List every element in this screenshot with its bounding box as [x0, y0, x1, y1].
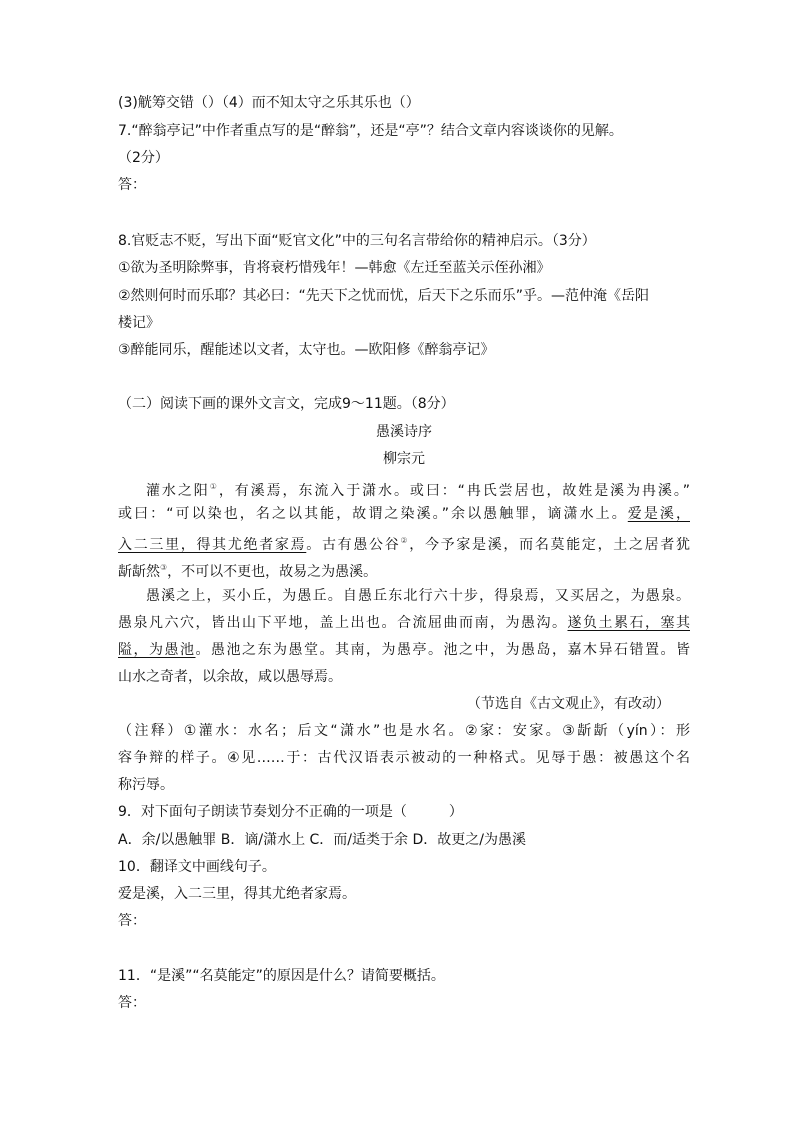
passage-title: 愚溪诗序 — [376, 424, 432, 440]
underlined-sentence: 入二三里，得其尤绝者家焉 — [118, 537, 307, 553]
q9-options: A．余/以愚触罪 B．谪/潇水上 C．而/适类于余 D．故更之/为愚溪 — [118, 832, 526, 848]
text: 。愚池之东为愚堂。其南，为愚亭。池之中，为愚岛，嘉木异石错置。皆 — [195, 642, 690, 658]
q7-score: （2分） — [118, 150, 169, 166]
q8-quote-2: ②然则何时而乐耶？其必曰：“先天下之忧而忧，后天下之乐而乐”乎。—范仲淹《岳阳 — [118, 288, 650, 304]
q9-prompt: 9．对下面句子朗读节奏划分不正确的一项是（ ） — [118, 804, 463, 820]
q7-answer-label: 答： — [118, 177, 146, 193]
footnote-ref: ② — [400, 536, 410, 545]
passage-p2-line4: 山水之奇者，以余故，咸以愚辱焉。 — [118, 669, 342, 685]
q10-answer-label: 答： — [118, 913, 146, 929]
q11-answer-label: 答： — [118, 995, 146, 1011]
q10-sentence: 爱是溪，入二三里，得其尤绝者家焉。 — [118, 886, 356, 902]
passage-source: （节选自《古文观止》，有改动） — [467, 696, 670, 712]
passage-p2-line3 — [118, 641, 690, 659]
passage-p1-line2 — [118, 505, 690, 523]
text: 灌水之阳 — [146, 483, 210, 499]
underlined-sentence: 遂负土累石，塞其 — [567, 615, 690, 631]
footnote-ref: ③ — [160, 563, 168, 572]
passage-author: 柳宗元 — [383, 451, 425, 467]
q8-quote-3: ③醉能同乐，醒能述以文者，太守也。—欧阳修《醉翁亭记》 — [118, 342, 495, 358]
passage-p1-line4 — [118, 559, 377, 581]
text: ，有溪焉，东流入于潇水。或曰：“冉氏尝居也，故姓是溪为冉溪。” — [218, 483, 691, 499]
q8-prompt: 8.官贬志不贬，写出下面“贬官文化”中的三句名言带给你的精神启示。（3分） — [118, 233, 596, 249]
notes-line3: 称污辱。 — [118, 777, 174, 793]
section-intro: （二）阅读下画的课外文言文，完成9～11题。（8分） — [118, 396, 455, 412]
q7-prompt: 7.“醉翁亭记”中作者重点写的是“醉翁”，还是“亭”？结合文章内容谈谈你的见解。 — [118, 123, 623, 139]
passage-p2-line2 — [118, 614, 690, 632]
text: 。古有愚公谷 — [306, 537, 401, 553]
notes-line1: （注释）①灌水：水名；后文“潇水”也是水名。②家：安家。③龂龂（yín）：形 — [118, 723, 690, 739]
q8-quote-1: ①欲为圣明除弊事，肯将衰朽惜残年！—韩愈《左迁至蓝关示侄孙湘》 — [118, 260, 551, 276]
q10-prompt: 10．翻译文中画线句子。 — [118, 859, 276, 875]
passage-p2-line1: 愚溪之上，买小丘，为愚丘。自愚丘东北行六十步，得泉焉，又买居之，为愚泉。 — [146, 588, 690, 604]
underlined-sentence: 爱是溪， — [627, 506, 690, 522]
text: 龂龂然 — [118, 564, 160, 580]
text: ，不可以不更也，故易之为愚溪。 — [167, 564, 378, 580]
text: 愚泉凡六穴，皆出山下平地，盖上出也。合流屈曲而南，为愚沟。 — [118, 615, 568, 631]
text: ，今予家是溪，而名莫能定，土之居者犹 — [409, 537, 691, 553]
text: 或曰：“可以染也，名之以其能，故谓之染溪。”余以愚触罪，谪潇水上。 — [118, 506, 628, 522]
q6-subitems: (3)觥筹交错（）（4）而不知太守之乐其乐也（） — [118, 95, 420, 111]
notes-line2: 容争辩的样子。④见……于：古代汉语表示被动的一种格式。见辱于愚：被愚这个名 — [118, 750, 690, 766]
underlined-sentence: 隘，为愚池 — [118, 642, 196, 658]
footnote-ref: ① — [209, 482, 219, 491]
passage-p1-line3 — [118, 532, 690, 554]
q11-prompt: 11．“是溪”“名莫能定”的原因是什么？请简要概括。 — [118, 968, 445, 984]
q8-quote-2-cont: 楼记》 — [118, 315, 160, 331]
passage-p1-line1 — [146, 478, 690, 500]
